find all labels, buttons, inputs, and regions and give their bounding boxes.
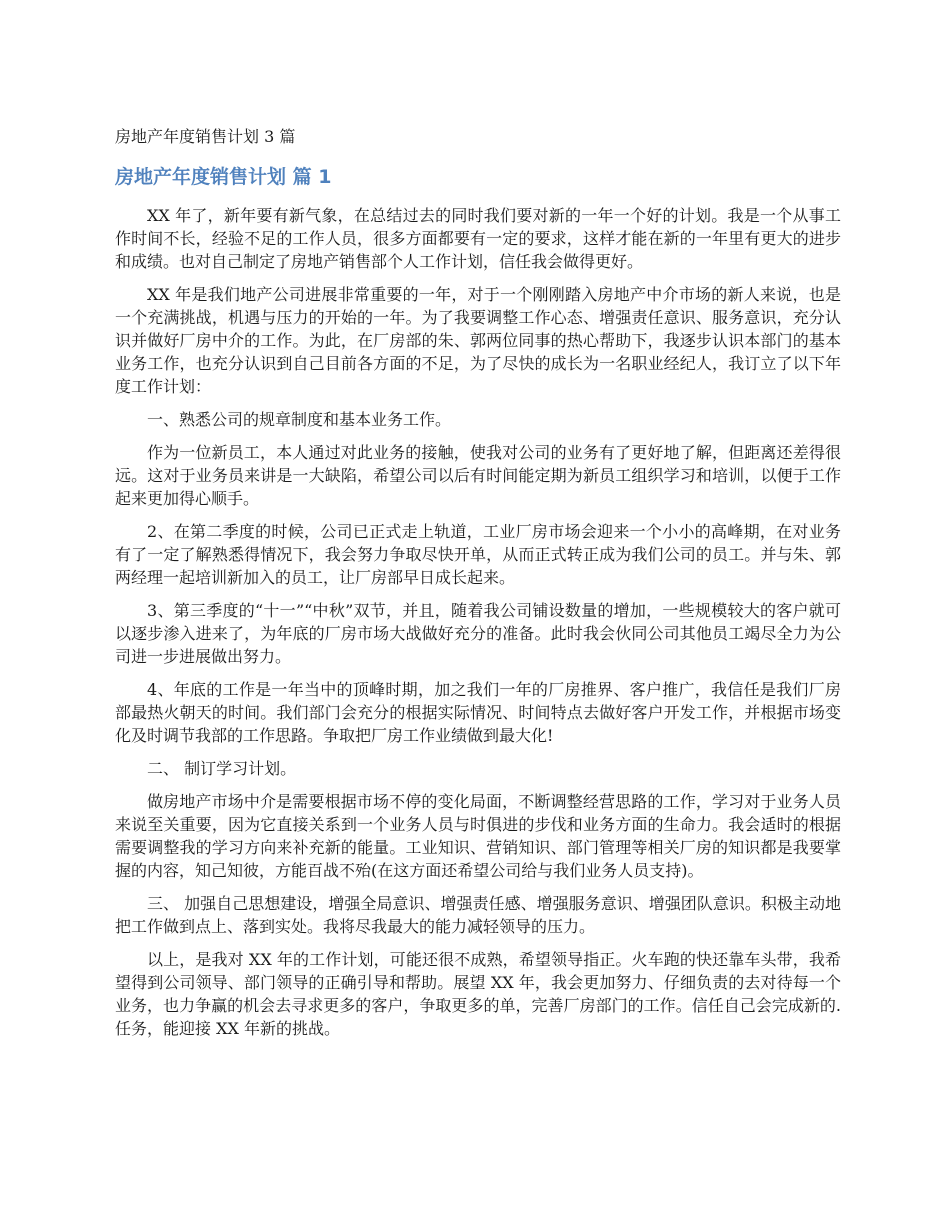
paragraph: XX 年了，新年要有新气象，在总结过去的同时我们要对新的一年一个好的计划。我是一个从事工作时间不长，经验不足的工作人员，很多方面都要有一定的要求，这样才能在新的一年里有更大的进步和成绩。也对自己制定了房地产销售部个人工作计划，信任我会做得更好。 bbox=[115, 206, 841, 271]
paragraph: 做房地产市场中介是需要根据市场不停的变化局面，不断调整经营思路的工作，学习对于业务人员来说至关重要，因为它直接关系到一个业务人员与时俱进的步伐和业务方面的生命力。我会适时的根据需要调整我的学习方向来补充新的能量。工业知识、营销知识、部门管理等相关厂房的知识都是我要掌握的内容，知己知彼，方能百战不殆(在这方面还希望公司给与我们业务人员支持)。 bbox=[115, 792, 841, 880]
document-title: 房地产年度销售计划 3 篇 bbox=[115, 127, 296, 146]
paragraph: 3、第三季度的“十一”“中秋”双节，并且，随着我公司铺设数量的增加，一些规模较大的客户就可以逐步渗入进来了，为年底的厂房市场大战做好充分的准备。此时我会伙同公司其他员工竭尽全力为公司进一步进展做出努力。 bbox=[115, 601, 841, 666]
paragraph: 以上，是我对 XX 年的工作计划，可能还很不成熟，希望领导指正。火车跑的快还靠车头带，我希望得到公司领导、部门领导的正确引导和帮助。展望 XX 年，我会更加努力、仔细负责的去对待每一个业务，也力争赢的机会去寻求更多的客户，争取更多的单，完善厂房部门的工作。信任自己会完成新的.任务，能迎接 XX 年新的挑战。 bbox=[115, 950, 841, 1038]
paragraph: 作为一位新员工，本人通过对此业务的接触，使我对公司的业务有了更好地了解，但距离还差得很远。这对于业务员来讲是一大缺陷，希望公司以后有时间能定期为新员工组织学习和培训，以便于工作起来更加得心顺手。 bbox=[115, 443, 841, 508]
list-item-heading: 一、熟悉公司的规章制度和基本业务工作。 bbox=[147, 410, 452, 429]
paragraph: 4、年底的工作是一年当中的顶峰时期，加之我们一年的厂房推界、客户推广，我信任是我们厂房部最热火朝天的时间。我们部门会充分的根据实际情况、时间特点去做好客户开发工作，并根据市场变化及时调节我部的工作思路。争取把厂房工作业绩做到最大化! bbox=[115, 680, 841, 745]
paragraph: 2、在第二季度的时候，公司已正式走上轨道，工业厂房市场会迎来一个小小的高峰期，在对业务有了一定了解熟悉得情况下，我会努力争取尽快开单，从而正式转正成为我们公司的员工。并与朱、郭两经理一起培训新加入的员工，让厂房部早日成长起来。 bbox=[115, 522, 841, 587]
paragraph: XX 年是我们地产公司进展非常重要的一年，对于一个刚刚踏入房地产中介市场的新人来说，也是一个充满挑战，机遇与压力的开始的一年。为了我要调整工作心态、增强责任意识、服务意识，充分认识并做好厂房中介的工作。为此，在厂房部的朱、郭两位同事的热心帮助下，我逐步认识本部门的基本业务工作，也充分认识到自己目前各方面的不足，为了尽快的成长为一名职业经纪人，我订立了以下年度工作计划： bbox=[115, 285, 841, 396]
list-item-heading: 二、 制订学习计划。 bbox=[147, 759, 297, 778]
document-body bbox=[115, 204, 841, 1050]
paragraph: 三、 加强自己思想建设，增强全局意识、增强责任感、增强服务意识、增强团队意识。积极主动地把工作做到点上、落到实处。我将尽我最大的能力减轻领导的压力。 bbox=[115, 894, 841, 936]
section-heading: 房地产年度销售计划 篇 1 bbox=[115, 166, 332, 188]
